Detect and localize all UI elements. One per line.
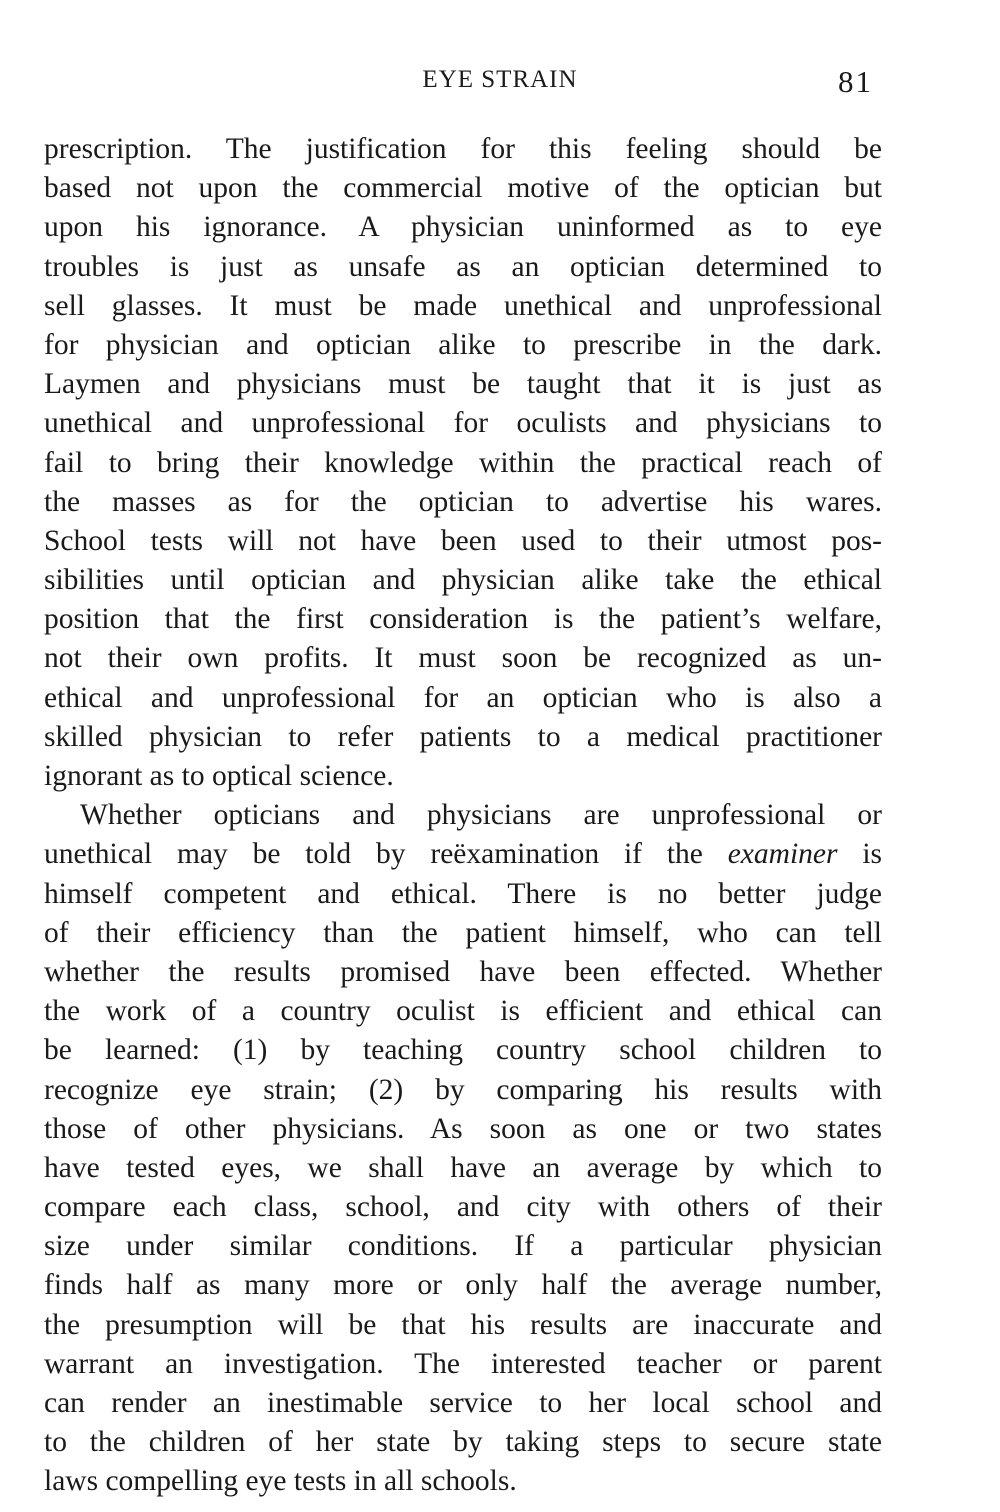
text-segment: warrant an investigation. The interested teacher or parent: [44, 1347, 882, 1380]
text-segment: unethical may be told by reëxamination if the: [44, 838, 728, 871]
text-line: [44, 208, 882, 247]
text-line: [44, 1266, 882, 1305]
text-segment: position that the first consideration is the patient’s welfare,: [44, 603, 882, 636]
paragraph: [44, 796, 882, 1501]
text-segment: based not upon the commercial motive of the optician but: [44, 172, 882, 205]
text-segment: Whether opticians and physicians are unprofessional or: [80, 799, 882, 832]
text-segment: troubles is just as unsafe as an optician determined to: [44, 250, 882, 283]
text-line: [44, 326, 882, 365]
text-line: [44, 639, 882, 678]
text-line: [44, 835, 882, 874]
text-segment: the masses as for the optician to advertise his wares.: [44, 485, 882, 518]
text-segment: the presumption will be that his results are inaccurate and: [44, 1308, 882, 1341]
text-line: [44, 365, 882, 404]
text-segment: is: [837, 838, 882, 871]
text-segment: prescription. The justification for this feeling should be: [44, 133, 882, 165]
text-segment: unethical and unprofessional for oculists and physicians to: [44, 407, 882, 440]
text-line: [44, 1306, 882, 1345]
text-line: [44, 914, 882, 953]
text-line: [44, 757, 882, 796]
text-line: [44, 953, 882, 992]
text-segment: sibilities until optician and physician alike take the ethical: [44, 564, 882, 597]
text-segment: those of other physicians. As soon as one or two states: [44, 1112, 882, 1145]
text-line: [44, 287, 882, 326]
text-line: [44, 1384, 882, 1423]
text-segment: upon his ignorance. A physician uninformed as to eye: [44, 211, 882, 244]
text-line: [44, 248, 882, 287]
text-line: [44, 1031, 882, 1070]
text-line: [44, 561, 882, 600]
text-segment: School tests will not have been used to their utmost pos-: [44, 524, 882, 557]
text-line: [44, 1345, 882, 1384]
text-segment: fail to bring their knowledge within the practical reach of: [44, 446, 882, 479]
text-segment: the work of a country oculist is efficient and ethical can: [44, 995, 882, 1028]
text-segment: compare each class, school, and city with others of their: [44, 1191, 882, 1224]
text-segment: laws compelling eye tests in all schools.: [44, 1465, 517, 1498]
text-line: [44, 404, 882, 443]
text-line: [44, 1110, 882, 1149]
text-line: [44, 600, 882, 639]
text-segment: ignorant as to optical science.: [44, 760, 394, 792]
body-text: [44, 130, 882, 1502]
text-line: [44, 796, 882, 835]
page-number: 81: [838, 64, 873, 99]
text-segment: ethical and unprofessional for an optician who is also a: [44, 681, 882, 714]
text-segment: size under similar conditions. If a particular physician: [44, 1230, 882, 1263]
text-segment: not their own profits. It must soon be recognized as un-: [44, 642, 882, 675]
text-line: [44, 679, 882, 718]
text-line: [44, 130, 882, 169]
text-line: [44, 718, 882, 757]
text-segment: Laymen and physicians must be taught that it is just as: [44, 368, 882, 401]
text-line: [44, 444, 882, 483]
text-line: [44, 1188, 882, 1227]
text-line: [44, 483, 882, 522]
running-head: EYE STRAIN: [422, 66, 578, 93]
text-segment: recognize eye strain; (2) by comparing his results with: [44, 1073, 882, 1106]
paragraph: [44, 130, 882, 796]
italic-word: examiner: [727, 838, 838, 871]
text-line: [44, 875, 882, 914]
text-segment: of their efficiency than the patient himself, who can tell: [44, 916, 882, 949]
text-line: [44, 1423, 882, 1462]
text-line: [44, 1149, 882, 1188]
text-line: [44, 992, 882, 1031]
text-segment: for physician and optician alike to prescribe in the dark.: [44, 328, 882, 361]
text-line: [44, 522, 882, 561]
text-line: [44, 1227, 882, 1266]
text-segment: finds half as many more or only half the average number,: [44, 1269, 882, 1302]
text-line: [44, 169, 882, 208]
text-segment: skilled physician to refer patients to a medical practitioner: [44, 720, 882, 753]
text-segment: to the children of her state by taking steps to secure state: [44, 1426, 882, 1459]
text-segment: have tested eyes, we shall have an average by which to: [44, 1151, 882, 1184]
text-line: [44, 1462, 882, 1501]
text-line: [44, 1071, 882, 1110]
text-segment: whether the results promised have been effected. Whether: [44, 955, 882, 988]
text-segment: sell glasses. It must be made unethical and unprofessional: [44, 289, 882, 322]
text-segment: be learned: (1) by teaching country school children to: [44, 1034, 882, 1067]
text-segment: can render an inestimable service to her local school and: [44, 1387, 882, 1419]
text-segment: himself competent and ethical. There is no better judge: [44, 877, 882, 910]
